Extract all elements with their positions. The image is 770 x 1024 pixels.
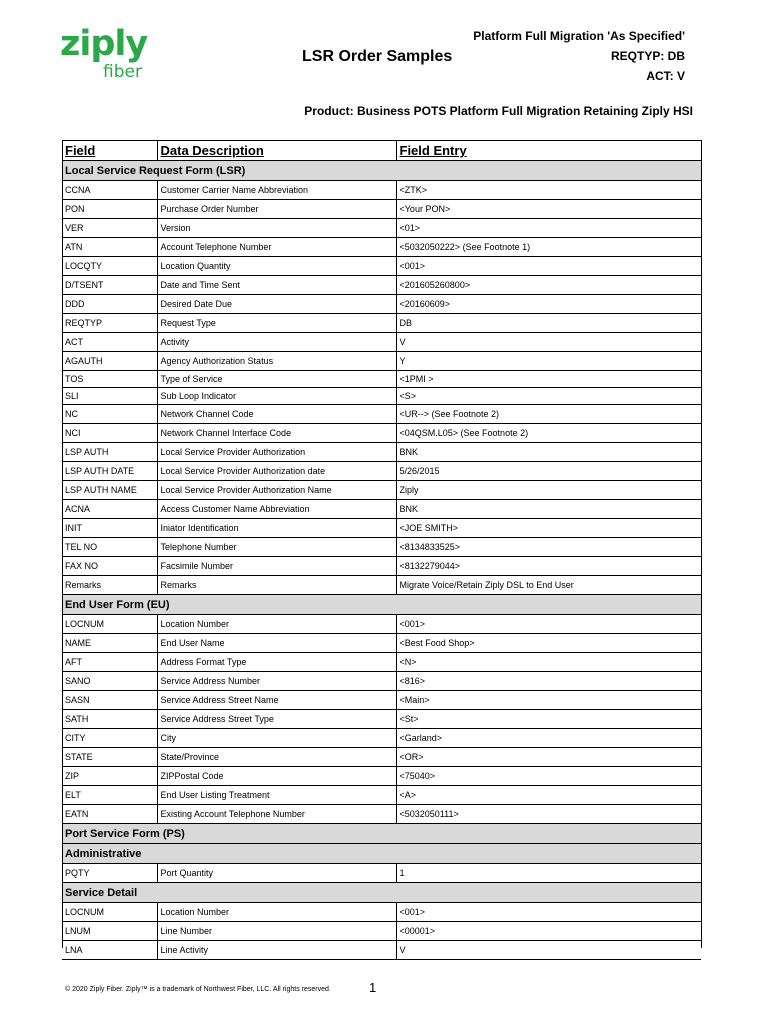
field-code: SLI — [62, 388, 157, 405]
field-code: LSP AUTH DATE — [62, 462, 157, 481]
section-title: Port Service Form (PS) — [62, 824, 701, 844]
field-entry: <00001> — [396, 922, 701, 941]
field-entry: <816> — [396, 672, 701, 691]
data-description: Location Quantity — [157, 257, 396, 276]
data-description: Local Service Provider Authorization Name — [157, 481, 396, 500]
table-row — [62, 276, 701, 295]
data-description: City — [157, 729, 396, 748]
table-row — [62, 181, 701, 200]
reqtyp-label: REQTYP: DB — [610, 49, 685, 63]
field-code: LNA — [62, 941, 157, 960]
data-description: Activity — [157, 333, 396, 352]
table-row — [62, 405, 701, 424]
table-row — [62, 748, 701, 767]
header-right-block — [473, 26, 685, 86]
table-row — [62, 941, 701, 960]
column-header-description: Data Description — [157, 141, 396, 161]
field-entry: <001> — [396, 615, 701, 634]
field-entry: 1 — [396, 864, 701, 883]
table-row — [62, 634, 701, 653]
field-code: ZIP — [62, 767, 157, 786]
data-description: ZIPPostal Code — [157, 767, 396, 786]
field-entry: <04QSM.L05> (See Footnote 2) — [396, 424, 701, 443]
field-code: NAME — [62, 634, 157, 653]
table-row — [62, 219, 701, 238]
data-description: Network Channel Interface Code — [157, 424, 396, 443]
section-title: Administrative — [62, 844, 701, 864]
field-code: SASN — [62, 691, 157, 710]
data-description: Service Address Number — [157, 672, 396, 691]
data-description: End User Name — [157, 634, 396, 653]
section-title: Local Service Request Form (LSR) — [62, 161, 701, 181]
field-entry: V — [396, 941, 701, 960]
data-description: Service Address Street Name — [157, 691, 396, 710]
field-entry: BNK — [396, 500, 701, 519]
field-entry: <8132279044> — [396, 557, 701, 576]
data-description: Service Address Street Type — [157, 710, 396, 729]
field-entry: <5032050111> — [396, 805, 701, 824]
table-row — [62, 786, 701, 805]
table-row — [62, 864, 701, 883]
data-description: Date and Time Sent — [157, 276, 396, 295]
data-description: Address Format Type — [157, 653, 396, 672]
data-description: Local Service Provider Authorization date — [157, 462, 396, 481]
field-entry: <8134833525> — [396, 538, 701, 557]
field-entry: DB — [396, 314, 701, 333]
ziply-fiber-logo — [60, 26, 160, 82]
field-entry: <001> — [396, 257, 701, 276]
data-description: Remarks — [157, 576, 396, 595]
data-description: Facsimile Number — [157, 557, 396, 576]
table-row — [62, 903, 701, 922]
data-description: Desired Date Due — [157, 295, 396, 314]
field-entry: <UR--> (See Footnote 2) — [396, 405, 701, 424]
field-code: D/TSENT — [62, 276, 157, 295]
section-title: End User Form (EU) — [62, 595, 701, 615]
field-entry: <01> — [396, 219, 701, 238]
field-entry: Ziply — [396, 481, 701, 500]
section-header-admin — [62, 844, 701, 864]
table-row — [62, 238, 701, 257]
logo-wordmark: ziply — [60, 24, 148, 64]
data-description: Sub Loop Indicator — [157, 388, 396, 405]
data-description: Port Quantity — [157, 864, 396, 883]
field-code: PON — [62, 200, 157, 219]
section-header-lsr — [62, 161, 701, 181]
field-entry: 5/26/2015 — [396, 462, 701, 481]
field-entry: <N> — [396, 653, 701, 672]
copyright-footer: © 2020 Ziply Fiber. Ziply™ is a trademark of Northwest Fiber, LLC. All rights reserved. — [65, 986, 331, 993]
field-entry: <ZTK> — [396, 181, 701, 200]
field-code: LNUM — [62, 922, 157, 941]
table-row — [62, 691, 701, 710]
lsr-order-table — [62, 140, 701, 960]
field-code: PQTY — [62, 864, 157, 883]
data-description: Local Service Provider Authorization — [157, 443, 396, 462]
table-row — [62, 481, 701, 500]
field-code: ACT — [62, 333, 157, 352]
table-row — [62, 388, 701, 405]
data-description: Purchase Order Number — [157, 200, 396, 219]
field-code: NC — [62, 405, 157, 424]
field-code: CCNA — [62, 181, 157, 200]
column-header-entry: Field Entry — [396, 141, 701, 161]
data-description: Line Number — [157, 922, 396, 941]
field-entry: <5032050222> (See Footnote 1) — [396, 238, 701, 257]
product-line: Product: Business POTS Platform Full Migration Retaining Ziply HSI — [304, 104, 693, 118]
page-number: 1 — [369, 980, 377, 995]
field-entry: <Garland> — [396, 729, 701, 748]
data-description: Access Customer Name Abbreviation — [157, 500, 396, 519]
data-description: Request Type — [157, 314, 396, 333]
logo-subtitle: fiber — [103, 62, 142, 82]
field-code: AFT — [62, 653, 157, 672]
field-code: LOCQTY — [62, 257, 157, 276]
table-header-row — [62, 141, 701, 161]
table-row — [62, 557, 701, 576]
field-code: LOCNUM — [62, 903, 157, 922]
field-entry: <Best Food Shop> — [396, 634, 701, 653]
field-entry: <JOE SMITH> — [396, 519, 701, 538]
data-description: Existing Account Telephone Number — [157, 805, 396, 824]
field-entry: Y — [396, 352, 701, 371]
column-header-field: Field — [62, 141, 157, 161]
field-code: EATN — [62, 805, 157, 824]
data-description: Iniator Identification — [157, 519, 396, 538]
field-entry: <1PMI > — [396, 371, 701, 388]
field-entry: <201605260800> — [396, 276, 701, 295]
table-row — [62, 922, 701, 941]
table-row — [62, 443, 701, 462]
section-header-eu — [62, 595, 701, 615]
table-row — [62, 767, 701, 786]
data-description: Location Number — [157, 903, 396, 922]
field-entry: <Main> — [396, 691, 701, 710]
field-code: ACNA — [62, 500, 157, 519]
field-code: ELT — [62, 786, 157, 805]
table-row — [62, 729, 701, 748]
field-code: FAX NO — [62, 557, 157, 576]
table-row — [62, 710, 701, 729]
table-row — [62, 424, 701, 443]
data-description: End User Listing Treatment — [157, 786, 396, 805]
data-description: Line Activity — [157, 941, 396, 960]
data-description: Version — [157, 219, 396, 238]
table-row — [62, 295, 701, 314]
table-row — [62, 371, 701, 388]
field-code: NCI — [62, 424, 157, 443]
data-description: Type of Service — [157, 371, 396, 388]
field-code: LOCNUM — [62, 615, 157, 634]
table-row — [62, 805, 701, 824]
field-code: STATE — [62, 748, 157, 767]
data-description: Network Channel Code — [157, 405, 396, 424]
table-row — [62, 200, 701, 219]
table-row — [62, 576, 701, 595]
field-entry: <St> — [396, 710, 701, 729]
table-row — [62, 352, 701, 371]
field-code: ATN — [62, 238, 157, 257]
table-row — [62, 653, 701, 672]
data-description: Agency Authorization Status — [157, 352, 396, 371]
data-description: Telephone Number — [157, 538, 396, 557]
data-description: Customer Carrier Name Abbreviation — [157, 181, 396, 200]
field-entry: <Your PON> — [396, 200, 701, 219]
data-description: Location Number — [157, 615, 396, 634]
section-title: Service Detail — [62, 883, 701, 903]
field-entry: <20160609> — [396, 295, 701, 314]
field-code: REQTYP — [62, 314, 157, 333]
field-entry: <A> — [396, 786, 701, 805]
table-row — [62, 500, 701, 519]
field-code: LSP AUTH — [62, 443, 157, 462]
field-entry: <OR> — [396, 748, 701, 767]
field-code: SATH — [62, 710, 157, 729]
table-row — [62, 538, 701, 557]
section-header-ps — [62, 824, 701, 844]
table-row — [62, 257, 701, 276]
field-entry: <S> — [396, 388, 701, 405]
act-label: ACT: V — [646, 69, 685, 83]
field-entry: BNK — [396, 443, 701, 462]
field-code: DDD — [62, 295, 157, 314]
field-entry: <001> — [396, 903, 701, 922]
field-code: TEL NO — [62, 538, 157, 557]
document-title: LSR Order Samples — [302, 48, 453, 65]
field-code: INIT — [62, 519, 157, 538]
table-row — [62, 462, 701, 481]
field-code: AGAUTH — [62, 352, 157, 371]
data-description: Account Telephone Number — [157, 238, 396, 257]
field-code: VER — [62, 219, 157, 238]
field-code: TOS — [62, 371, 157, 388]
field-code: CITY — [62, 729, 157, 748]
field-entry: <75040> — [396, 767, 701, 786]
table-row — [62, 519, 701, 538]
table-row — [62, 672, 701, 691]
field-entry: V — [396, 333, 701, 352]
field-entry: Migrate Voice/Retain Ziply DSL to End User — [396, 576, 701, 595]
field-code: SANO — [62, 672, 157, 691]
field-code: Remarks — [62, 576, 157, 595]
section-header-detail — [62, 883, 701, 903]
migration-type: Platform Full Migration 'As Specified' — [473, 29, 685, 43]
table-row — [62, 314, 701, 333]
field-code: LSP AUTH NAME — [62, 481, 157, 500]
table-row — [62, 615, 701, 634]
data-description: State/Province — [157, 748, 396, 767]
table-row — [62, 333, 701, 352]
